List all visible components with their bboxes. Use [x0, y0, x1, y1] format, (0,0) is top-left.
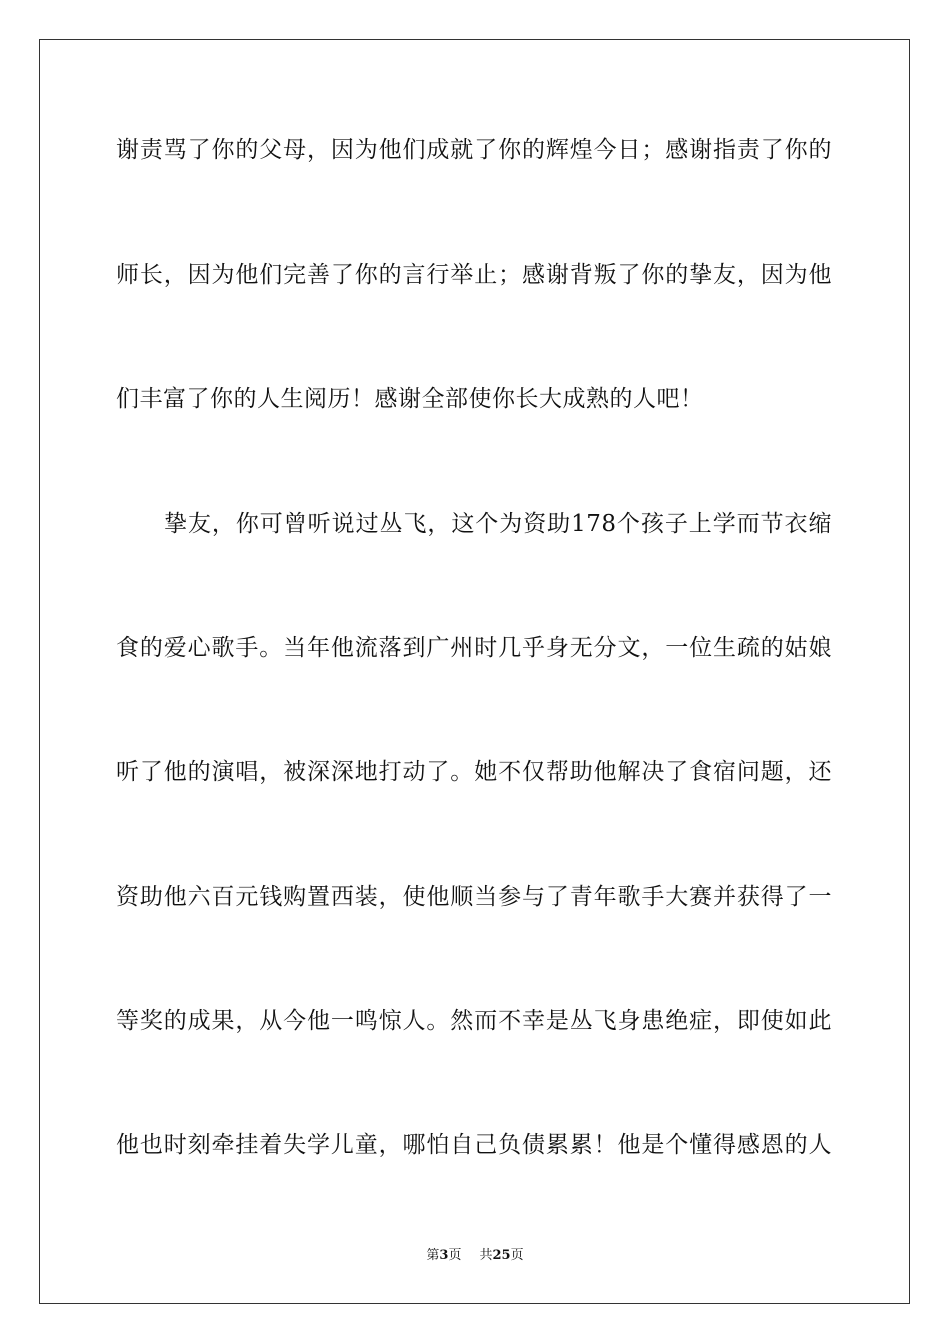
text-line-8: 等奖的成果，从今他一鸣惊人。然而不幸是丛飞身患绝症，即使如此 [116, 1008, 832, 1034]
text-line-6: 听了他的演唱，被深深地打动了。她不仅帮助他解决了食宿问题，还 [116, 759, 832, 785]
text-line-1: 谢责骂了你的父母，因为他们成就了你的辉煌今日；感谢指责了你的 [116, 137, 832, 163]
text-line-2: 师长，因为他们完善了你的言行举止；感谢背叛了你的挚友，因为他 [116, 262, 832, 288]
footer-page-number: 3 [439, 1248, 449, 1263]
text-line-7: 资助他六百元钱购置西装，使他顺当参与了青年歌手大赛并获得了一 [116, 884, 832, 910]
text-line-4-paragraph-start: 挚友，你可曾听说过丛飞，这个为资助178个孩子上学而节衣缩 [164, 511, 832, 537]
page-border [39, 39, 910, 1304]
footer-page-prefix: 第 [426, 1248, 440, 1263]
page-footer [0, 1247, 950, 1265]
text-line-9: 他也时刻牵挂着失学儿童，哪怕自己负债累累！他是个懂得感恩的人 [116, 1132, 832, 1158]
footer-total-suffix: 页 [510, 1248, 524, 1263]
text-line-5: 食的爱心歌手。当年他流落到广州时几乎身无分文，一位生疏的姑娘 [116, 635, 832, 661]
footer-total-pages: 25 [492, 1248, 511, 1263]
text-line-3: 们丰富了你的人生阅历！感谢全部使你长大成熟的人吧！ [116, 386, 704, 412]
footer-total-prefix: 共 [479, 1248, 493, 1263]
footer-page-suffix: 页 [448, 1248, 462, 1263]
